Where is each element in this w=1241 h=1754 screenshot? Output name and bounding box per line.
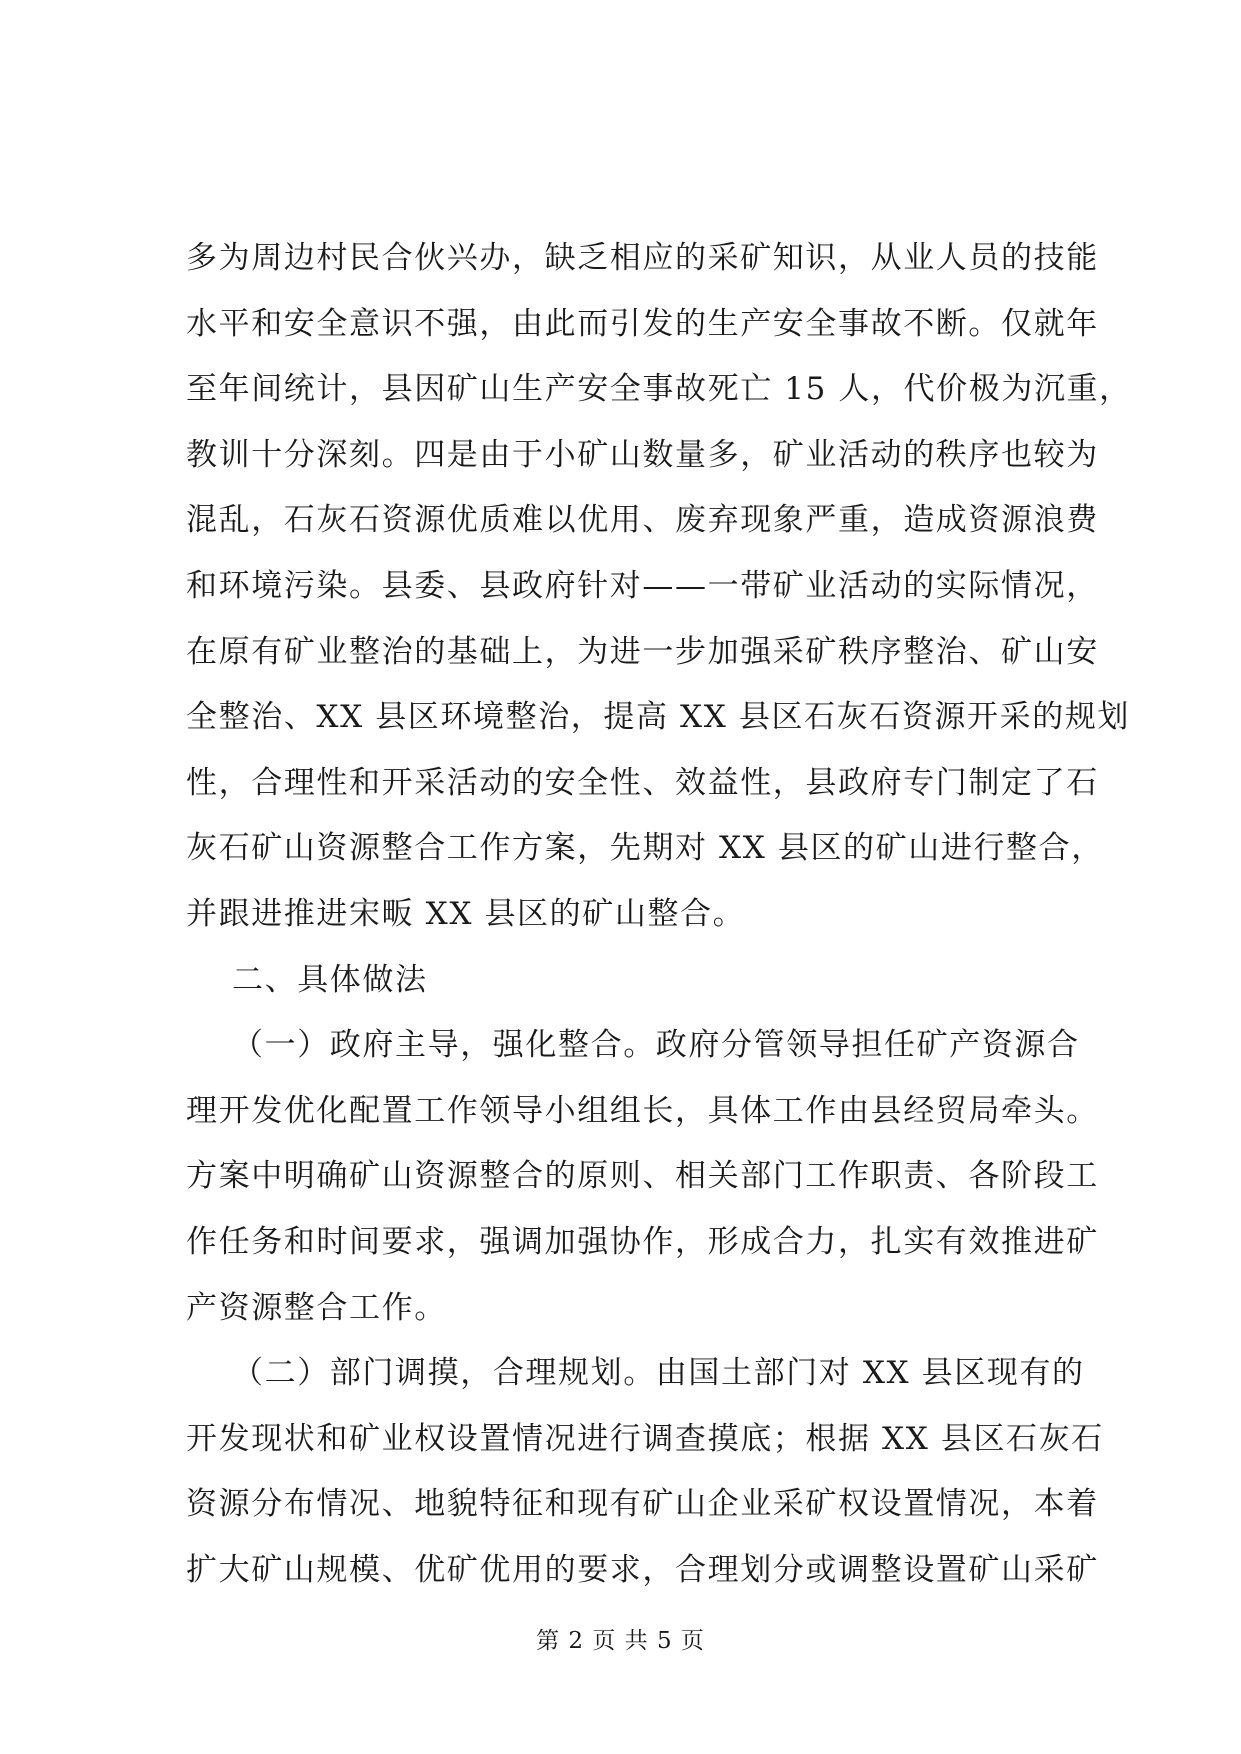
section-heading: 二、具体做法 (232, 961, 428, 998)
body-line: 在原有矿业整治的基础上，为进一步加强采矿秩序整治、矿山安 (186, 633, 1099, 670)
body-line: 混乱，石灰石资源优质难以优用、废弃现象严重，造成资源浪费 (186, 502, 1099, 539)
body-line: 并跟进推进宋畈 XX 县区的矿山整合。 (186, 895, 746, 932)
document-body (186, 226, 1132, 1603)
paragraph-line: 扩大矿山规模、优矿优用的要求，合理划分或调整设置矿山采矿 (186, 1551, 1099, 1588)
paragraph-line: 开发现状和矿业权设置情况进行调查摸底；根据 XX 县区石灰石 (186, 1420, 1104, 1457)
paragraph-line: 资源分布情况、地貌特征和现有矿山企业采矿权设置情况，本着 (186, 1486, 1099, 1523)
paragraph-line: （一）政府主导，强化整合。政府分管领导担任矿产资源合 (232, 1027, 1080, 1064)
body-line: 教训十分深刻。四是由于小矿山数量多，矿业活动的秩序也较为 (186, 436, 1099, 473)
paragraph-line: 方案中明确矿山资源整合的原则、相关部门工作职责、各阶段工 (186, 1158, 1099, 1195)
body-line: 性，合理性和开采活动的安全性、效益性，县政府专门制定了石 (186, 764, 1099, 801)
paragraph-line: 理开发优化配置工作领导小组组长，具体工作由县经贸局牵头。 (186, 1092, 1099, 1129)
paragraph-line: 作任务和时间要求，强调加强协作，形成合力，扎实有效推进矿 (186, 1223, 1099, 1260)
body-line: 多为周边村民合伙兴办，缺乏相应的采矿知识，从业人员的技能 (186, 240, 1099, 276)
page-number-footer: 第 2 页 共 5 页 (536, 1628, 705, 1654)
body-line: 灰石矿山资源整合工作方案，先期对 XX 县区的矿山进行整合， (186, 830, 1104, 867)
paragraph-line: （二）部门调摸，合理规划。由国土部门对 XX 县区现有的 (232, 1355, 1085, 1392)
body-line: 水平和安全意识不强，由此而引发的生产安全事故不断。仅就年 (186, 305, 1099, 342)
body-line: 和环境污染。县委、县政府针对——一带矿业活动的实际情况， (186, 567, 1099, 604)
body-line: 至年间统计，县因矿山生产安全事故死亡 15 人，代价极为沉重， (186, 371, 1132, 408)
paragraph-line: 产资源整合工作。 (186, 1289, 447, 1326)
body-line: 全整治、XX 县区环境整治，提高 XX 县区石灰石资源开采的规划 (186, 699, 1131, 736)
